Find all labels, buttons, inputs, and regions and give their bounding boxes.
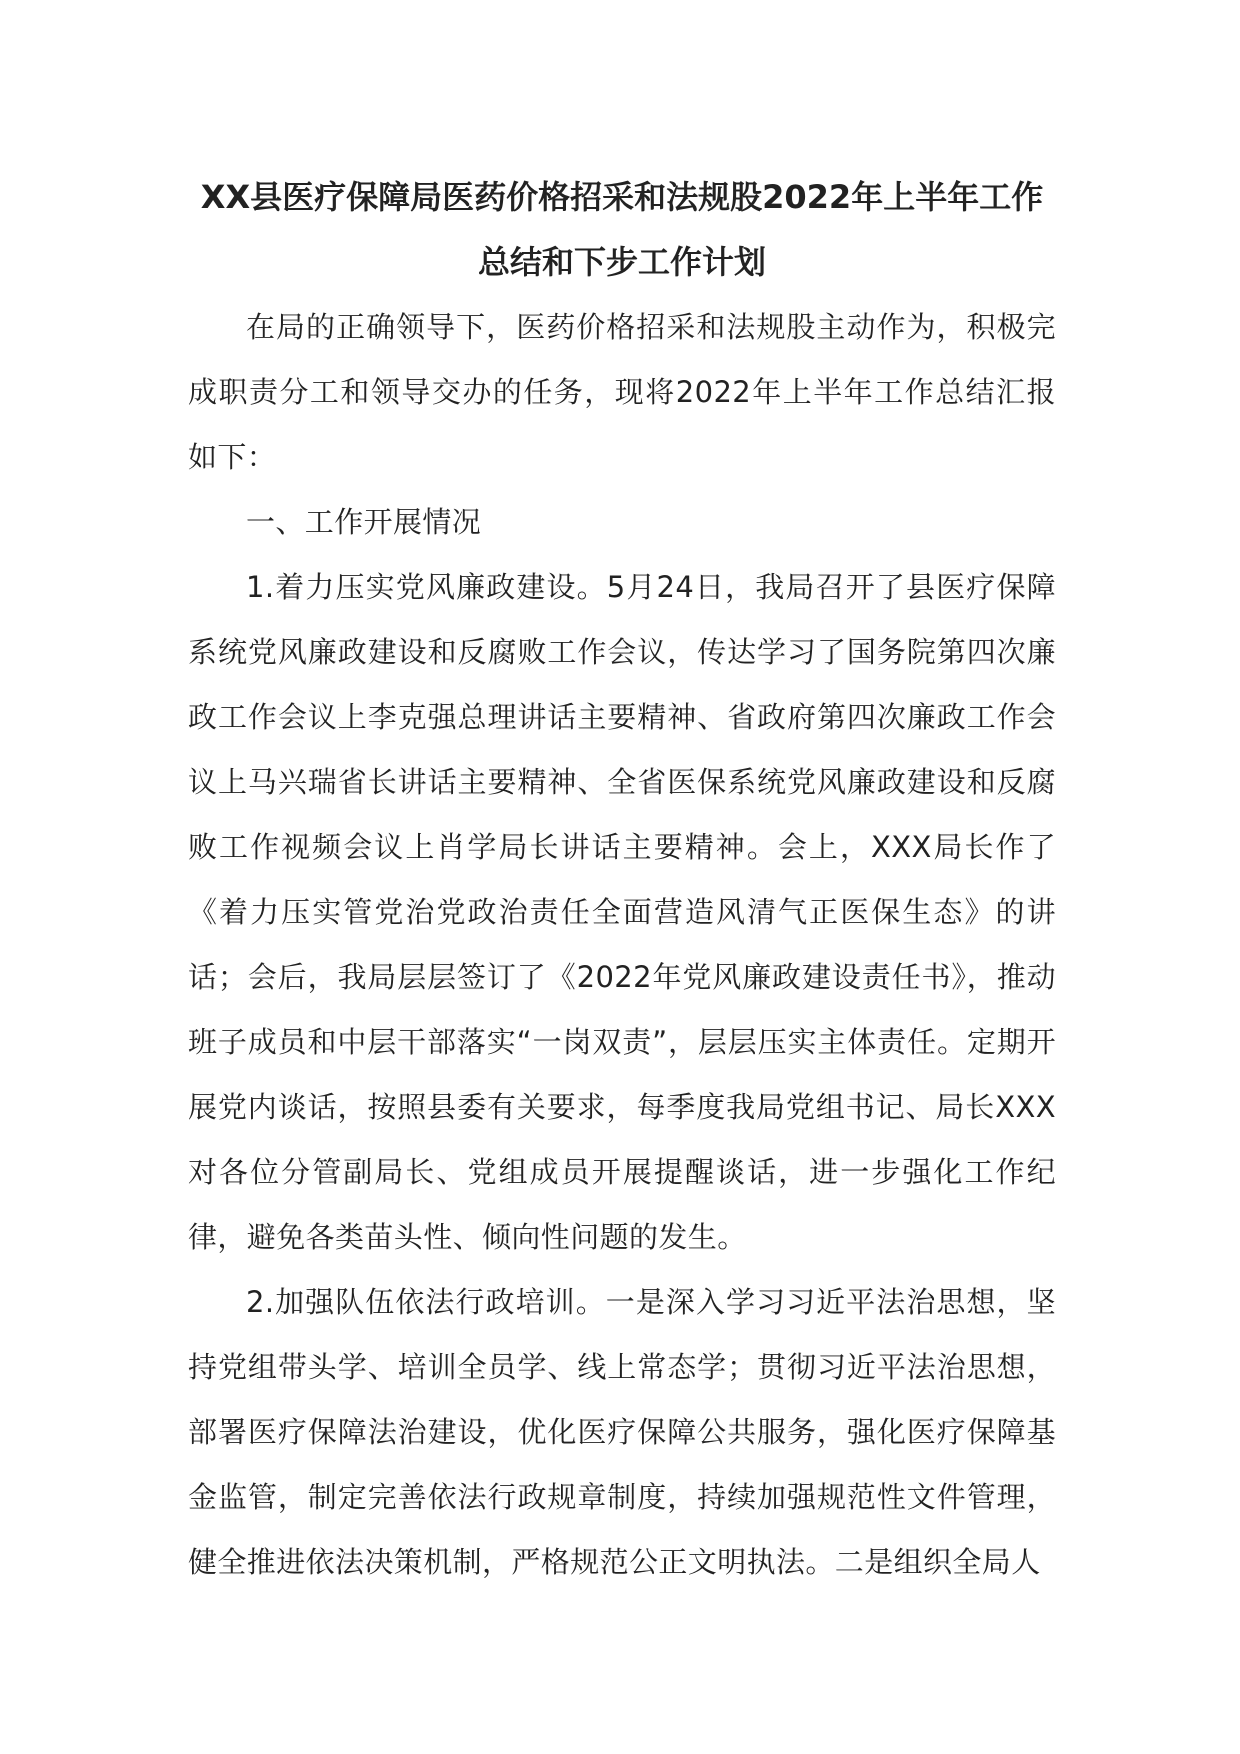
body-paragraph-1: 1.着力压实党风廉政建设。5月24日，我局召开了县医疗保障系统党风廉政建设和反腐败工作会议，传达学习了国务院第四次廉政工作会议上李克强总理讲话主要精神、省政府第四次廉政工作会议上马兴瑞省长讲话主要精神、全省医保系统党风廉政建设和反腐败工作视频会议上肖学局长讲话主要精神。会上，XXX局长作了《着力压实管党治党政治责任全面营造风清气正医保生态》的讲话；会后，我局层层签订了《2022年党风廉政建设责任书》，推动班子成员和中层干部落实“一岗双责”，层层压实主体责任。定期开展党内谈话，按照县委有关要求，每季度我局党组书记、局长XXX对各位分管副局长、党组成员开展提醒谈话，进一步强化工作纪律，避免各类苗头性、倾向性问题的发生。 [188,570,1056,1254]
document-page [188,165,1056,1595]
intro-paragraph: 在局的正确领导下，医药价格招采和法规股主动作为，积极完成职责分工和领导交办的任务，现将2022年上半年工作总结汇报如下： [188,310,1056,474]
body-paragraph-2: 2.加强队伍依法行政培训。一是深入学习习近平法治思想，坚持党组带头学、培训全员学、线上常态学；贯彻习近平法治思想，部署医疗保障法治建设，优化医疗保障公共服务，强化医疗保障基金监管，制定完善依法行政规章制度，持续加强规范性文件管理，健全推进依法决策机制，严格规范公正文明执法。二是组织全局人 [188,1285,1056,1579]
section-heading: 一、工作开展情况 [246,505,482,539]
document-title: XX县医疗保障局医药价格招采和法规股2022年上半年工作总结和下步工作计划 [200,178,1044,281]
